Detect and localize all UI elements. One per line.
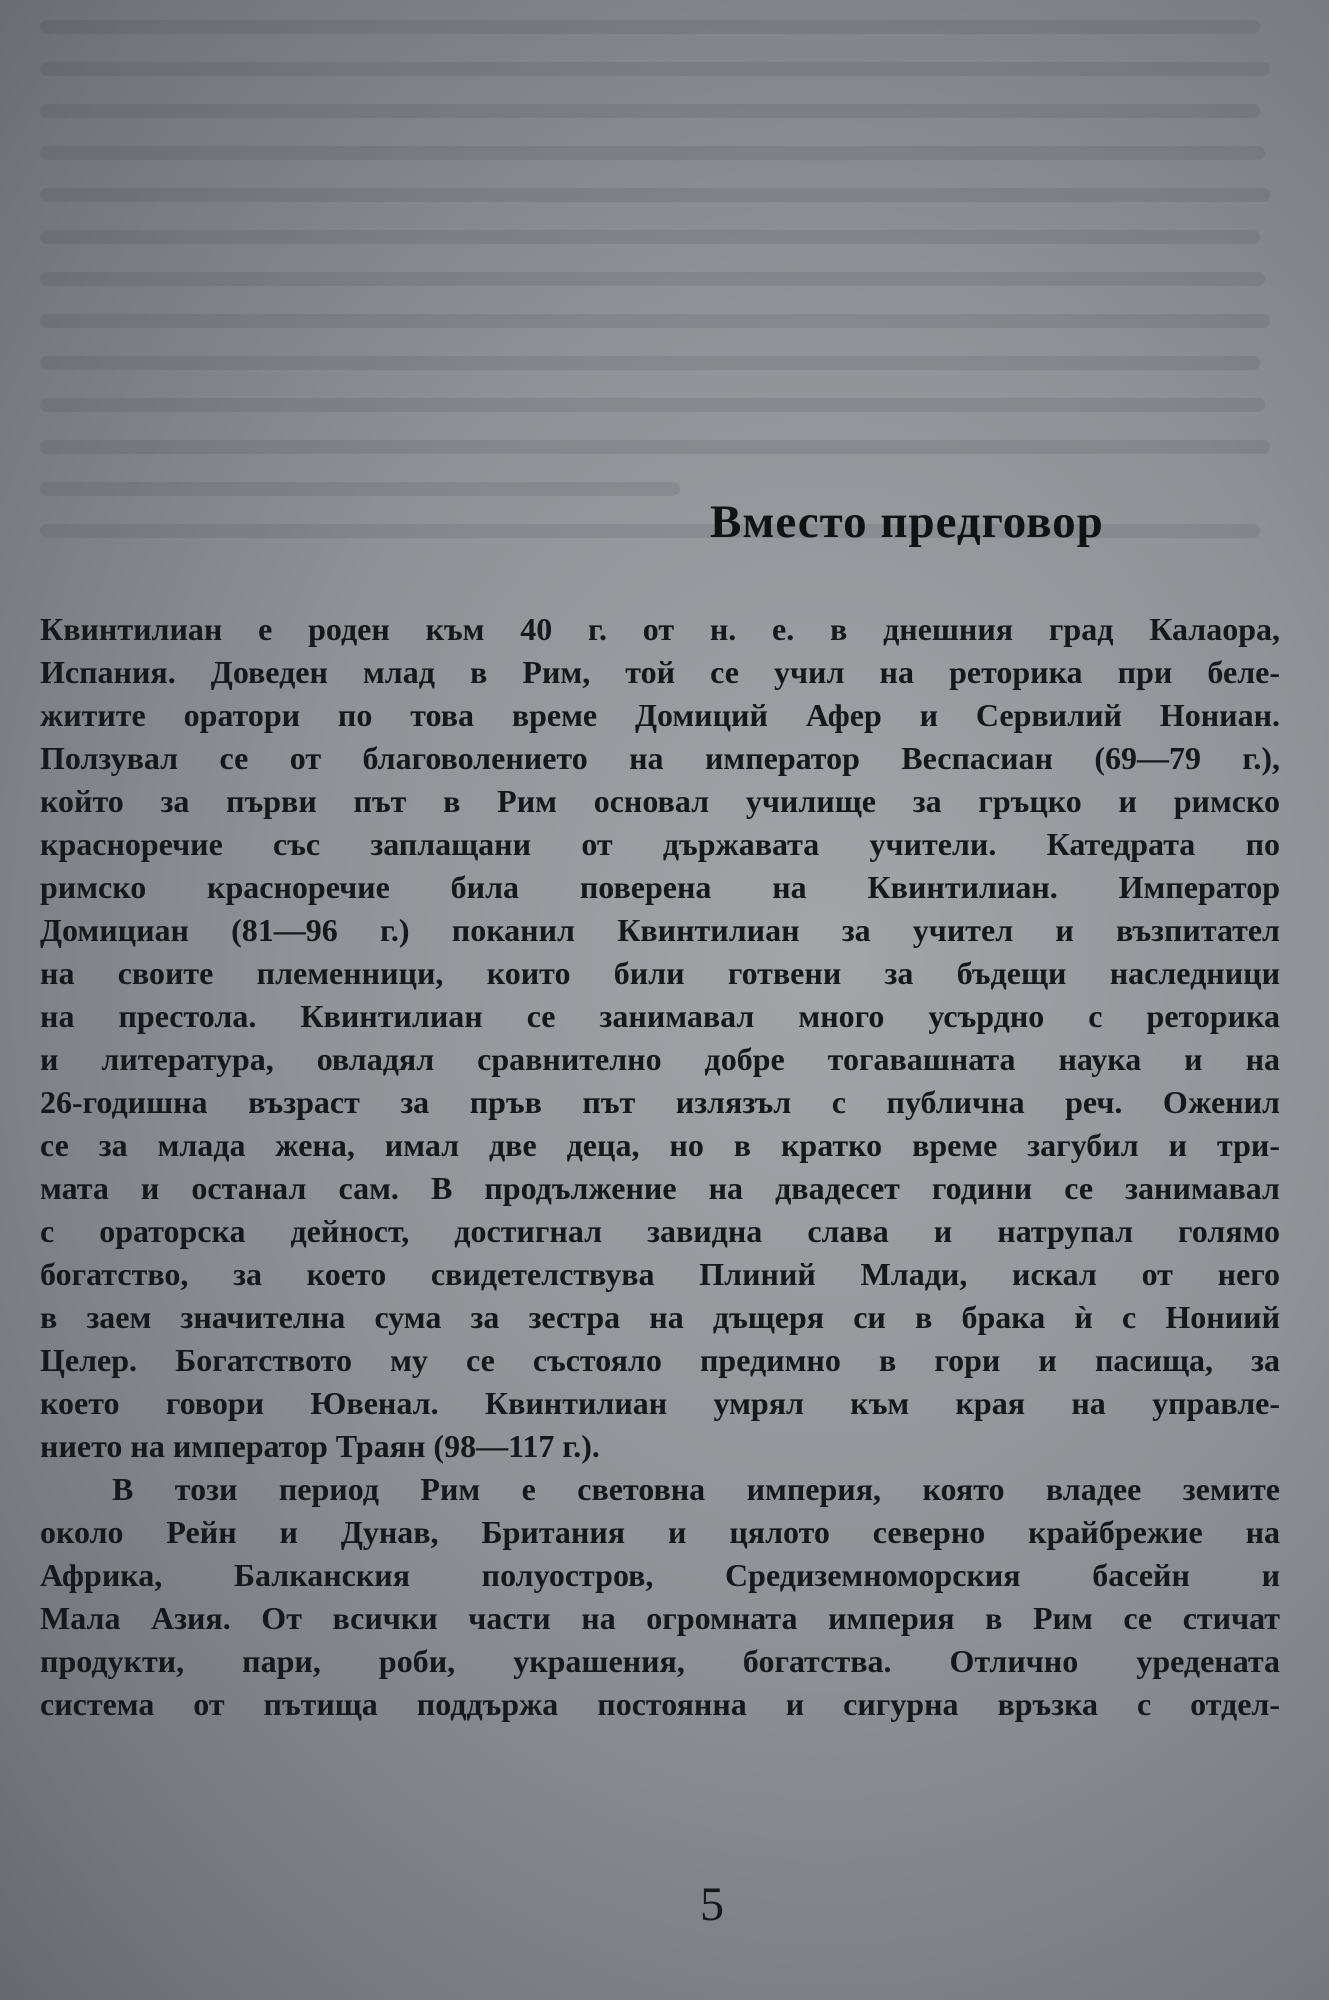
text-line: което говори Ювенал. Квинтилиан умрял към края на управле- — [40, 1385, 1280, 1421]
show-through-text — [0, 0, 1329, 560]
text-line: Ползувал се от благоволението на император Веспасиан (69—79 г.), — [40, 740, 1280, 776]
text-line: продукти, пари, роби, украшения, богатства. Отлично уредената — [40, 1643, 1280, 1679]
body-text — [40, 608, 1280, 1726]
text-line: В този период Рим е световна империя, която владее земите — [112, 1471, 1280, 1507]
chapter-title: Вместо предговор — [710, 496, 1104, 548]
text-line: римско красноречие била поверена на Квинтилиан. Император — [40, 869, 1280, 905]
text-line: който за първи път в Рим основал училище за гръцко и римско — [40, 783, 1280, 819]
text-line: Испания. Доведен млад в Рим, той се учил на реторика при беле- — [40, 654, 1280, 690]
text-line: 26-годишна възраст за пръв път излязъл с публична реч. Оженил — [40, 1084, 1280, 1120]
text-line: на престола. Квинтилиан се занимавал много усърдно с реторика — [40, 998, 1280, 1034]
page-number: 5 — [700, 1878, 724, 1931]
text-line: красноречие със заплащани от държавата учители. Катедрата по — [40, 826, 1280, 862]
text-line: система от пътища поддържа постоянна и сигурна връзка с отдел- — [40, 1686, 1280, 1722]
text-line: мата и останал сам. В продължение на двадесет години се занимавал — [40, 1170, 1280, 1206]
text-line: Африка, Балканския полуостров, Средиземноморския басейн и — [40, 1557, 1280, 1593]
text-line: нието на император Траян (98—117 г.). — [40, 1428, 600, 1464]
text-line: Квинтилиан е роден към 40 г. от н. е. в днешния град Калаора, — [40, 611, 1280, 647]
text-line: Мала Азия. От всички части на огромната империя в Рим се стичат — [40, 1600, 1280, 1636]
text-line: около Рейн и Дунав, Британия и цялото северно крайбрежие на — [40, 1514, 1280, 1550]
text-line: богатство, за което свидетелствува Плиний Млади, искал от него — [40, 1256, 1280, 1292]
text-line: на своите племенници, които били готвени за бъдещи наследници — [40, 955, 1280, 991]
text-line: и литература, овладял сравнително добре тогавашната наука и на — [40, 1041, 1280, 1077]
text-line: Целер. Богатството му се състояло предимно в гори и пасища, за — [40, 1342, 1280, 1378]
text-line: се за млада жена, имал две деца, но в кратко време загубил и три- — [40, 1127, 1280, 1163]
text-line: с ораторска дейност, достигнал завидна слава и натрупал голямо — [40, 1213, 1280, 1249]
text-line: житите оратори по това време Домиций Афер и Сервилий Нониан. — [40, 697, 1280, 733]
text-line: в заем значителна сума за зестра на дъщеря си в брака ѝ с Нониий — [40, 1299, 1280, 1335]
text-line: Домициан (81—96 г.) поканил Квинтилиан за учител и възпитател — [40, 912, 1280, 948]
